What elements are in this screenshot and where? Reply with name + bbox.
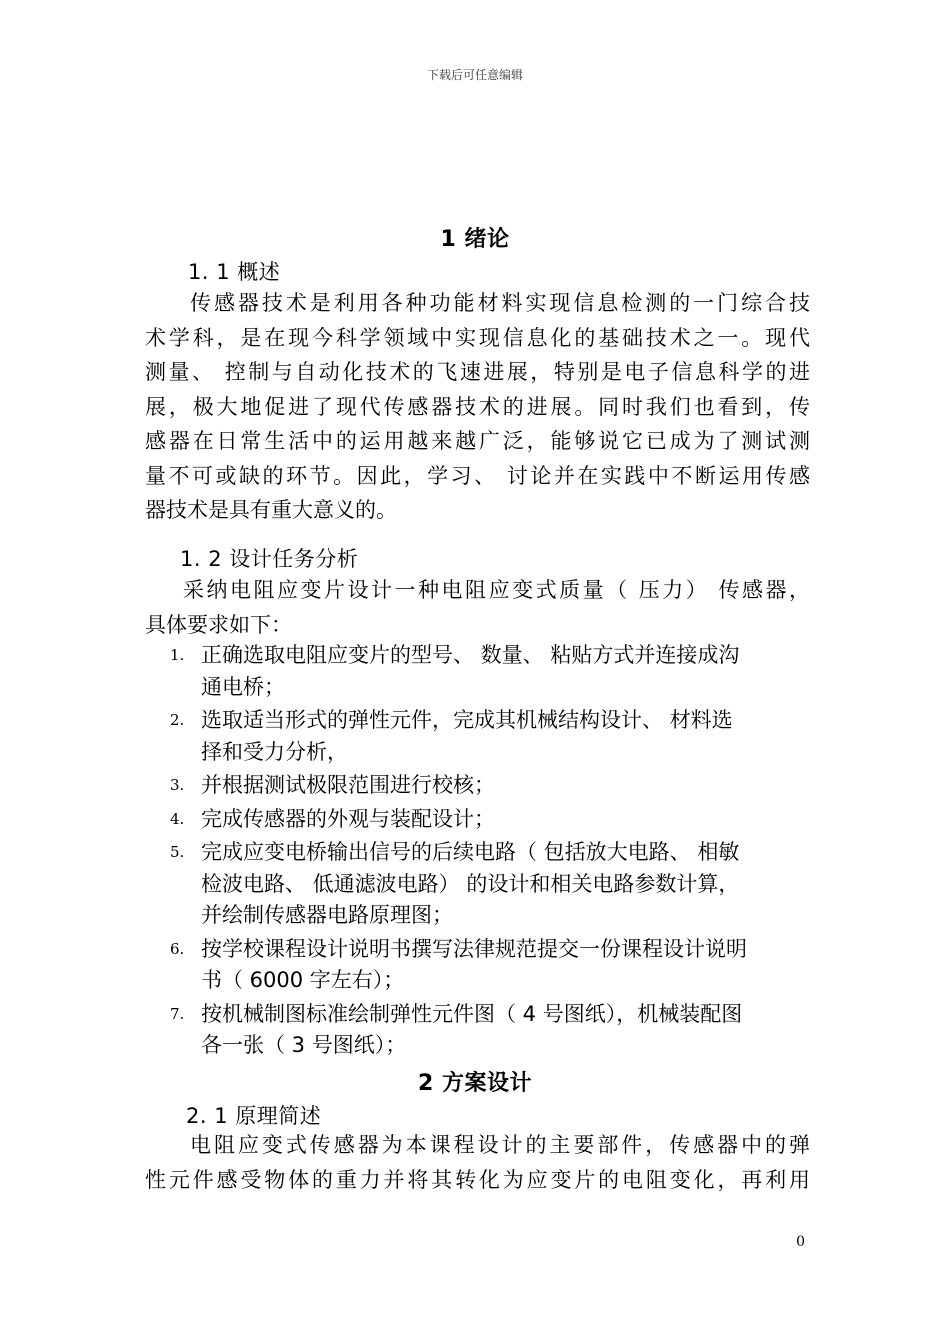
list-item-number: 1. [170,646,185,664]
list-item [170,837,810,932]
list-item-text [201,999,810,1062]
list-item-line: 并根据测试极限范围进行校核； [201,773,495,797]
list-item-line: 并绘制传感器电路原理图； [201,903,453,927]
list-item-number: 7. [170,1004,185,1023]
page-number: 0 [796,1234,805,1250]
list-item [170,999,810,1062]
paragraph-line: 电阻应变式传感器为本课程设计的主要部件，传感器中的弹 [190,1133,810,1157]
section-1-1-heading: 1. 1 概述 [188,260,281,284]
list-item-line: 选取适当形式的弹性元件，完成其机械结构设计、 材料选 [201,708,733,732]
list-item-line: 完成传感器的外观与装配设计； [201,806,495,831]
section-2-title: 2 方案设计 [418,1071,532,1096]
paragraph-line: 测量、 控制与自动化技术的飞速进展，特别是电子信息科学的进 [145,360,810,384]
list-item [170,804,810,836]
list-item-text [201,837,810,932]
list-item-line: 各一张（ 3 号图纸）； [201,1033,407,1057]
list-item [170,934,810,997]
list-item [170,640,810,703]
requirements-list [170,640,810,1064]
section-1-2-heading: 1. 2 设计任务分析 [180,547,359,571]
paragraph-line: 展，极大地促进了现代传感器技术的进展。同时我们也看到，传 [145,394,810,419]
paragraph-line: 性元件感受物体的重力并将其转化为应变片的电阻变化，再利用 [145,1167,810,1192]
paragraph-line: 感器在日常生活中的运用越来越广泛，能够说它已成为了测试测 [145,429,810,453]
paragraph-line: 传感器技术是利用各种功能材料实现信息检测的一门综合技 [190,291,810,315]
list-item [170,770,810,802]
list-item-line: 按机械制图标准绘制弹性元件图（ 4 号图纸），机械装配图 [201,1001,743,1026]
list-item-number: 2. [170,711,185,729]
list-item-text [201,640,810,703]
list-item-number: 5. [170,843,185,861]
list-item-line: 通电桥； [201,674,285,699]
list-item-text [201,804,810,836]
list-item-line: 正确选取电阻应变片的型号、 数量、 粘贴方式并连接成沟 [201,643,740,667]
paragraph-line: 器技术是具有重大意义的。 [145,498,397,522]
list-item-line: 择和受力分析， [201,739,348,764]
list-item-number: 4. [170,809,185,828]
list-item-number: 3. [170,776,185,794]
list-item-text [201,770,810,802]
section-1-2-paragraph [145,573,810,642]
list-item-text [201,934,810,997]
list-item-number: 6. [170,939,185,958]
page-header: 下载后可任意编辑 [426,68,523,82]
list-item-line: 书（ 6000 字左右）； [201,968,405,992]
list-item-line: 完成应变电桥输出信号的后续电路（ 包括放大电路、 相敏 [201,840,740,864]
section-2-1-paragraph [145,1128,810,1197]
section-2-1-heading: 2. 1 原理简述 [186,1104,322,1128]
paragraph-line: 具体要求如下： [145,612,292,637]
paragraph-line: 采纳电阻应变片设计一种电阻应变式质量（ 压力） 传感器， [183,578,810,602]
paragraph-line: 量不可或缺的环节。因此，学习、 讨论并在实践中不断运用传感 [145,463,810,488]
list-item [170,705,810,768]
list-item-line: 检波电路、 低通滤波电路） 的设计和相关电路参数计算， [201,871,740,896]
list-item-text [201,705,810,768]
section-1-1-paragraph [145,286,810,528]
paragraph-line: 术学科，是在现今科学领域中实现信息化的基础技术之一。现代 [145,325,810,350]
section-1-title: 1 绪论 [440,227,510,252]
list-item-line: 按学校课程设计说明书撰写法律规范提交一份课程设计说明 [201,936,747,961]
